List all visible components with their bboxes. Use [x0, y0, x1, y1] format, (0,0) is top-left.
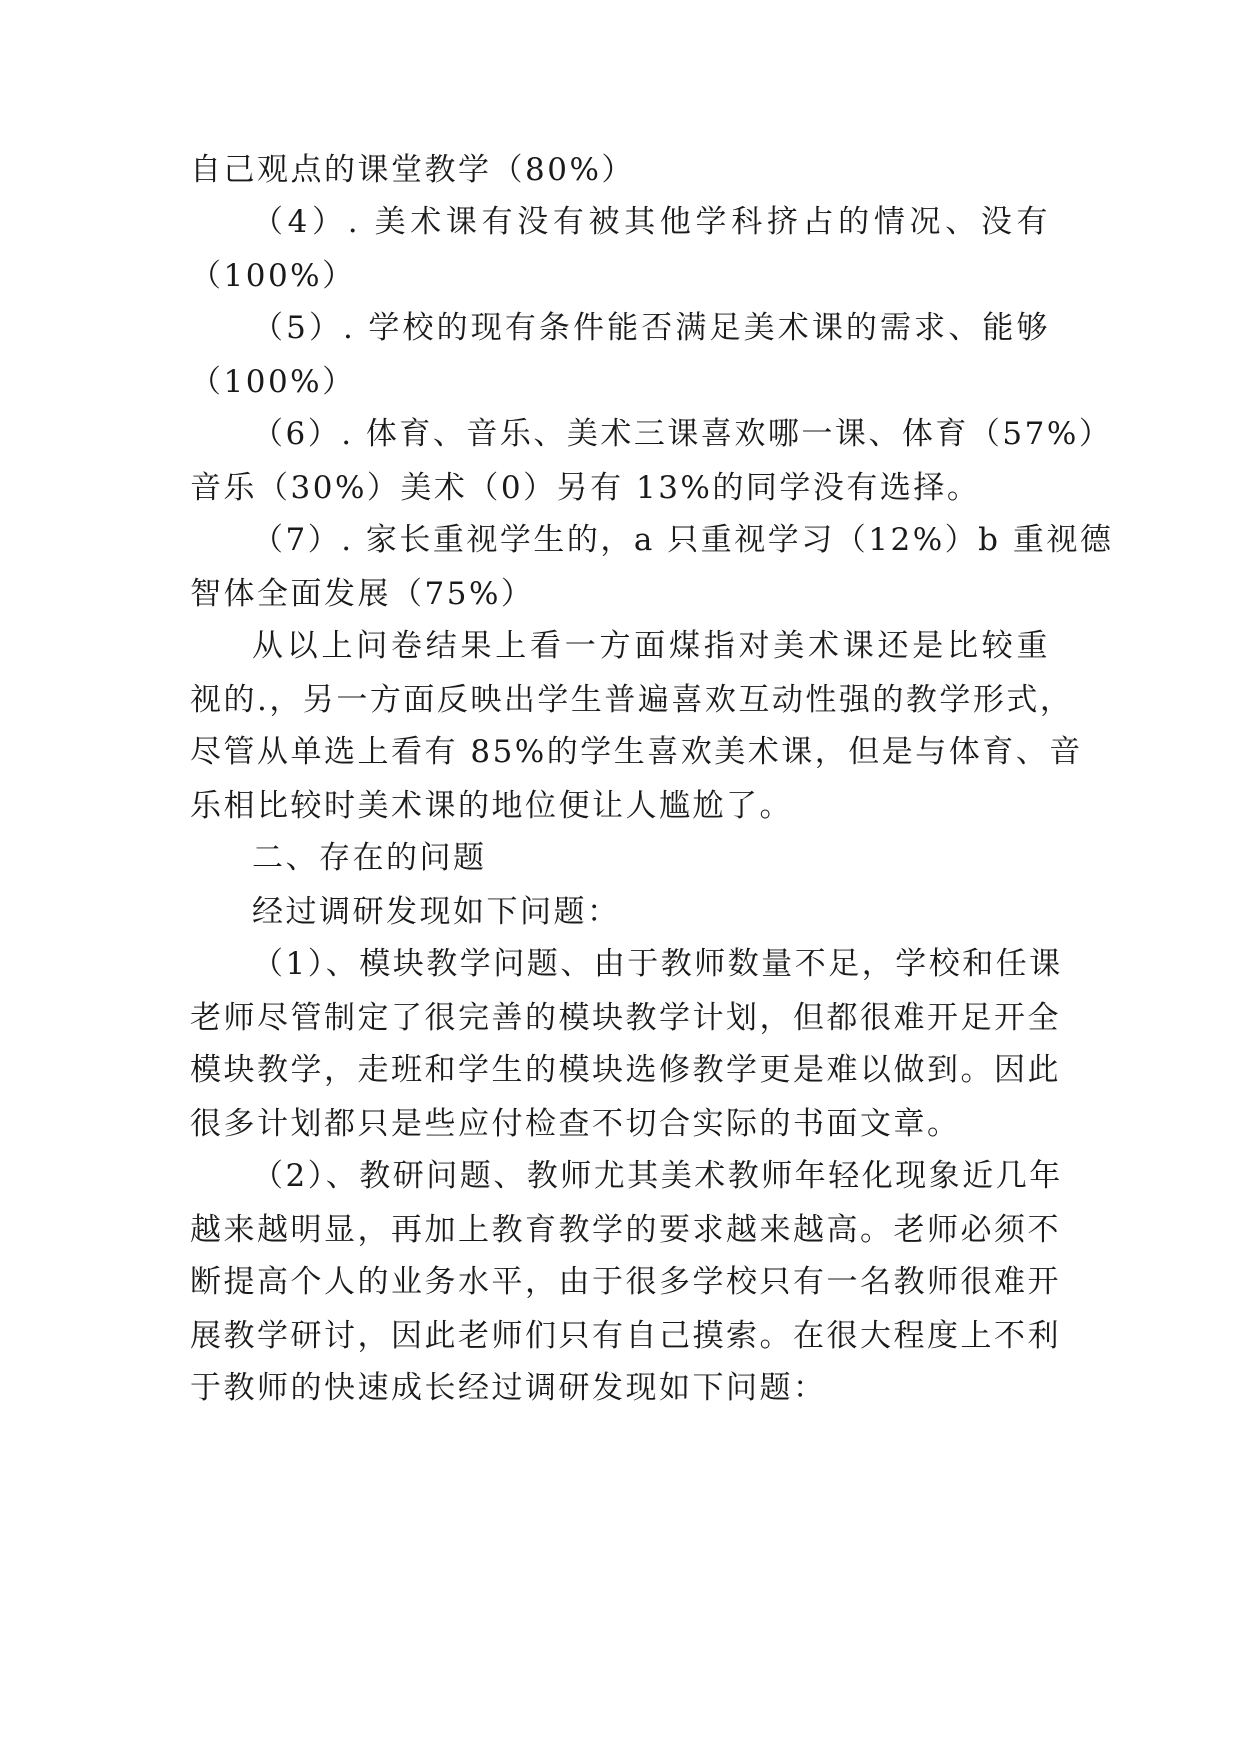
text-line: （100%）: [190, 364, 356, 400]
text-line: 音乐（30%）美术（0）另有 13%的同学没有选择。: [190, 470, 981, 506]
text-line: （2）、教研问题、教师尤其美术教师年轻化现象近几年: [252, 1158, 1063, 1194]
text-line: 智体全面发展（75%）: [190, 576, 535, 612]
text-line: 自己观点的课堂教学（80%）: [190, 152, 635, 188]
text-line: （6）. 体育、音乐、美术三课喜欢哪一课、体育（57%）: [252, 416, 1113, 452]
text-line: （100%）: [190, 258, 356, 294]
text-line: 老师尽管制定了很完善的模块教学计划，但都很难开足开全: [190, 1000, 1061, 1036]
text-line: 于教师的快速成长经过调研发现如下问题：: [190, 1370, 827, 1406]
text-line: 尽管从单选上看有 85%的学生喜欢美术课，但是与体育、音: [190, 734, 1083, 770]
text-line: 视的.，另一方面反映出学生普遍喜欢互动性强的教学形式，: [190, 682, 1074, 718]
text-line: 乐相比较时美术课的地位便让人尴尬了。: [190, 788, 793, 824]
text-line: （4）. 美术课有没有被其他学科挤占的情况、没有: [252, 204, 1050, 240]
text-line: 展教学研讨，因此老师们只有自己摸索。在很大程度上不利: [190, 1318, 1061, 1354]
text-line: 从以上问卷结果上看一方面煤指对美术课还是比较重: [252, 628, 1050, 664]
section-heading: 二、存在的问题: [252, 840, 487, 876]
text-line: 很多计划都只是些应付检查不切合实际的书面文章。: [190, 1106, 961, 1142]
text-line: 经过调研发现如下问题：: [252, 894, 621, 930]
text-line: 越来越明显，再加上教育教学的要求越来越高。老师必须不: [190, 1212, 1061, 1248]
text-line: 断提高个人的业务水平，由于很多学校只有一名教师很难开: [190, 1264, 1061, 1300]
text-line: （5）. 学校的现有条件能否满足美术课的需求、能够: [252, 310, 1050, 346]
text-line: （1）、模块教学问题、由于教师数量不足，学校和任课: [252, 946, 1063, 982]
text-line: 模块教学，走班和学生的模块选修教学更是难以做到。因此: [190, 1052, 1061, 1088]
text-line: （7）. 家长重视学生的，a 只重视学习（12%）b 重视德: [252, 522, 1114, 558]
